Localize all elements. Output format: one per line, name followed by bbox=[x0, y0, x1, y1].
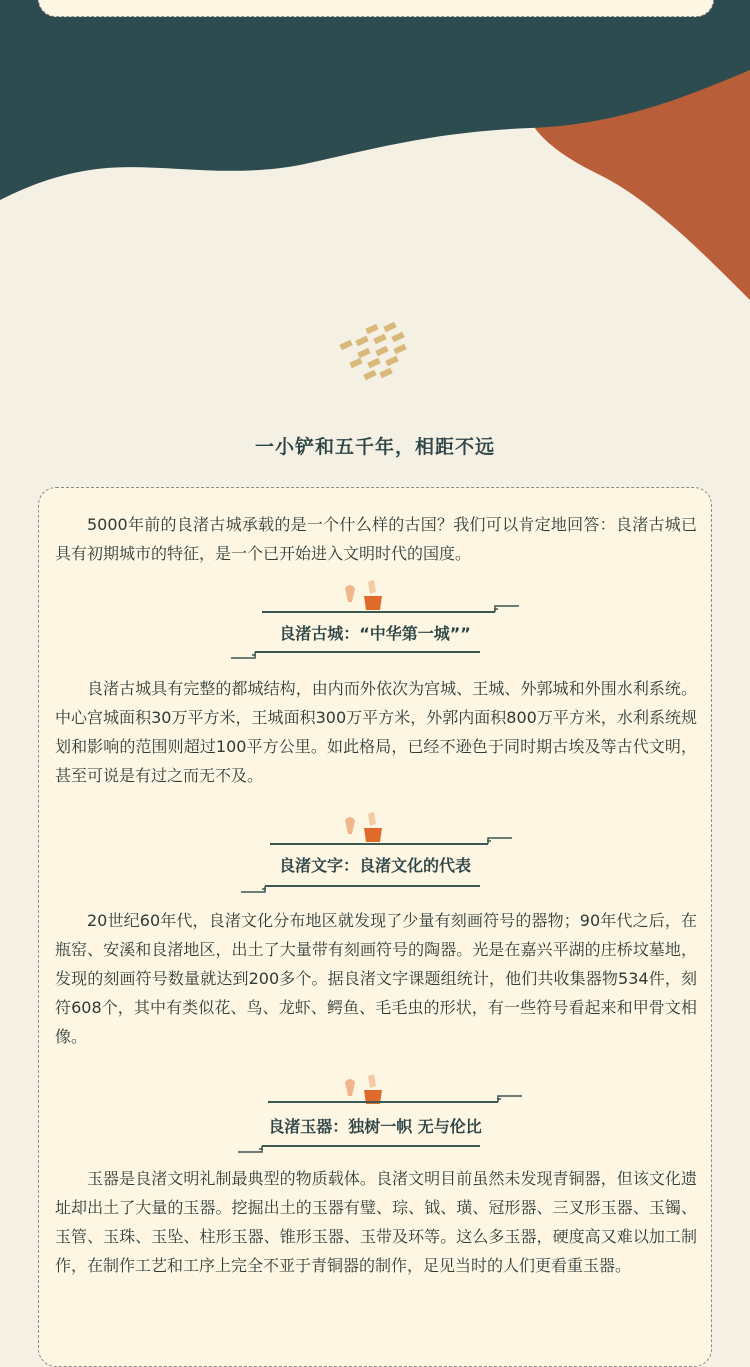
section-body-2: 20世纪60年代，良渚文化分布地区就发现了少量有刻画符号的器物；90年代之后，在瓶窑、安溪和良渚地区，出土了大量带有刻画符号的陶器。光是在嘉兴平湖的庄桥坟墓地，发现的刻画符号数量就达到200多个。据良渚文字课题组统计，他们共收集器物534件，刻符608个，其中有类似花、鸟、龙虾、鳄鱼、毛毛虫的形状，有一些符号看起来和甲骨文相像。 bbox=[55, 911, 697, 1046]
header-wave-background bbox=[0, 0, 750, 310]
page-title: 一小铲和五千年，相距不远 bbox=[254, 436, 495, 458]
section-heading-2 bbox=[0, 810, 750, 900]
section-heading-text-1: 良渚古城：“中华第一城”” bbox=[279, 624, 471, 643]
section-heading-text-3: 良渚玉器：独树一帜 无与伦比 bbox=[268, 1117, 482, 1136]
section-heading-3 bbox=[0, 1072, 750, 1162]
section-heading-text-2: 良渚文字：良渚文化的代表 bbox=[278, 856, 471, 875]
section-heading-1 bbox=[0, 578, 750, 668]
lantern-icon bbox=[345, 812, 382, 842]
lantern-icon bbox=[345, 1074, 382, 1104]
intro-paragraph: 5000年前的良渚古城承载的是一个什么样的古国？我们可以肯定地回答：良渚古城已具有初期城市的特征，是一个已开始进入文明时代的国度。 bbox=[55, 515, 697, 563]
pattern-ornament-icon bbox=[336, 322, 416, 386]
section-body-3: 玉器是良渚文明礼制最典型的物质载体。良渚文明目前虽然未发现青铜器，但该文化遗址却出土了大量的玉器。挖掘出土的玉器有璧、琮、钺、璜、冠形器、三叉形玉器、玉镯、玉管、玉珠、玉坠、柱形玉器、锥形玉器、玉带及环等。这么多玉器，硬度高又难以加工制作，在制作工艺和工序上完全不亚于青铜器的制作，足见当时的人们更看重玉器。 bbox=[55, 1169, 697, 1275]
lantern-icon bbox=[345, 580, 382, 610]
section-body-1: 良渚古城具有完整的都城结构，由内而外依次为宫城、王城、外郭城和外围水利系统。中心宫城面积30万平方米，王城面积300万平方米，外郭内面积800万平方米，水利系统规划和影响的范围则超过100平方公里。如此格局，已经不逊色于同时期古埃及等古代文明，甚至可说是有过之而无不及。 bbox=[55, 679, 697, 785]
top-card-edge bbox=[38, 0, 714, 17]
